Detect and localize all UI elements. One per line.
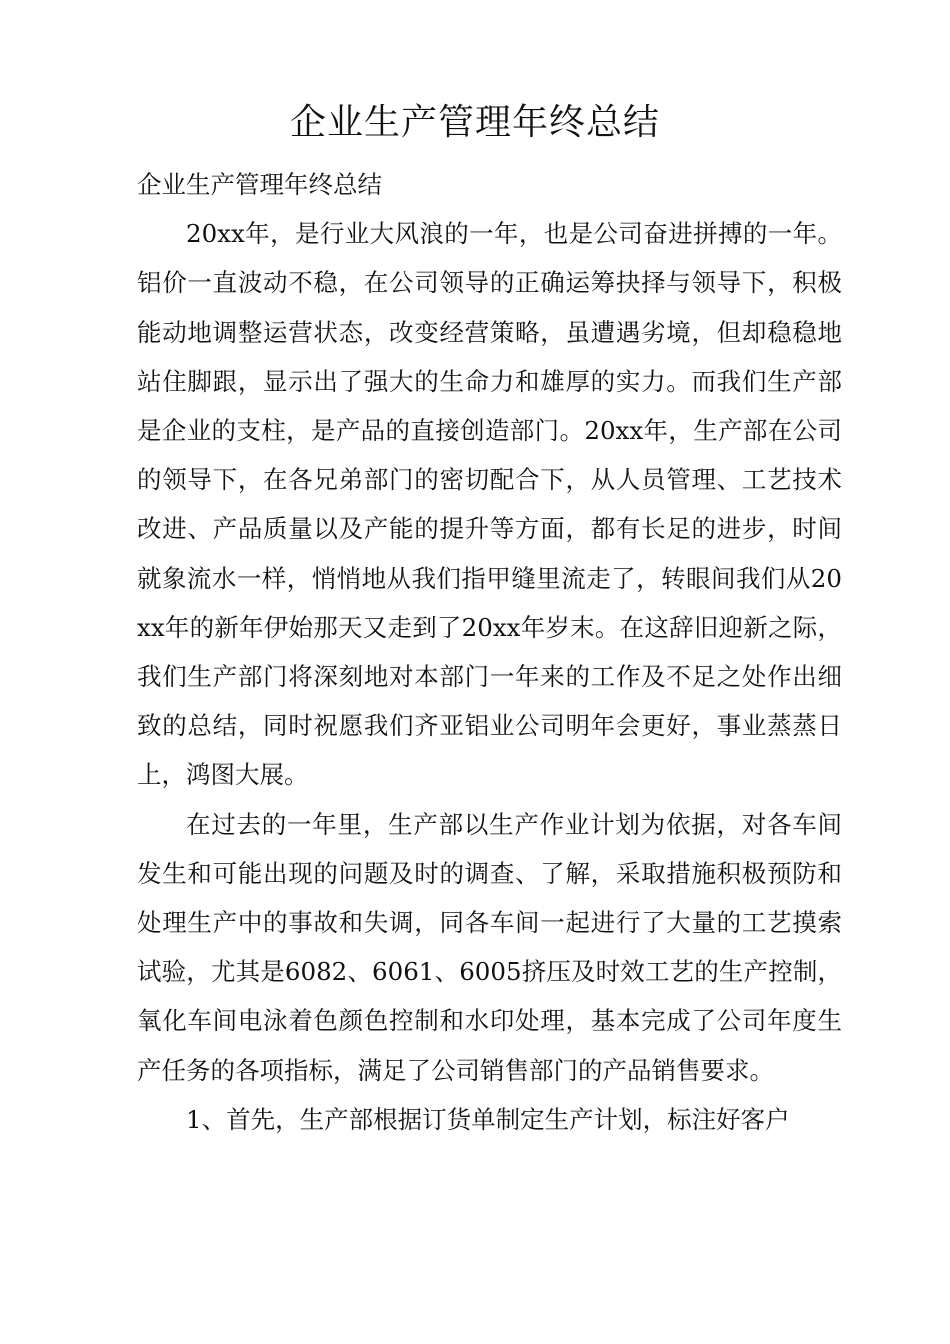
document-title: 企业生产管理年终总结 — [289, 102, 660, 143]
body-paragraph: 1、首先，生产部根据订货单制定生产计划，标注好客户 — [186, 1104, 790, 1134]
body-paragraph: 在过去的一年里，生产部以生产作业计划为依据，对各车间发生和可能出现的问题及时的调查、了解，采取措施积极预防和处理生产中的事故和失调，同各车间一起进行了大量的工艺摸索试验，尤其是6082、6061、6005挤压及时效工艺的生产控制，氧化车间电泳着色颜色控制和水印处理，基本完成了公司年度生产任务的各项指标，满足了公司销售部门的产品销售要求。 — [137, 809, 842, 1085]
subtitle-paragraph: 企业生产管理年终总结 — [137, 170, 382, 199]
body-paragraph: 20xx年，是行业大风浪的一年，也是公司奋进拼搏的一年。铝价一直波动不稳，在公司领导的正确运筹抉择与领导下，积极能动地调整运营状态，改变经营策略，虽遭遇劣境，但却稳稳地站住脚跟，显示出了强大的生命力和雄厚的实力。而我们生产部是企业的支柱，是产品的直接创造部门。20xx年，生产部在公司的领导下，在各兄弟部门的密切配合下，从人员管理、工艺技术改进、产品质量以及产能的提升等方面，都有长足的进步，时间就象流水一样，悄悄地从我们指甲缝里流走了，转眼间我们从20xx年的新年伊始那天又走到了20xx年岁末。在这辞旧迎新之际，我们生产部门将深刻地对本部门一年来的工作及不足之处作出细致的总结，同时祝愿我们齐亚铝业公司明年会更好，事业蒸蒸日上，鸿图大展。 — [137, 219, 842, 790]
document-body — [137, 160, 842, 1144]
